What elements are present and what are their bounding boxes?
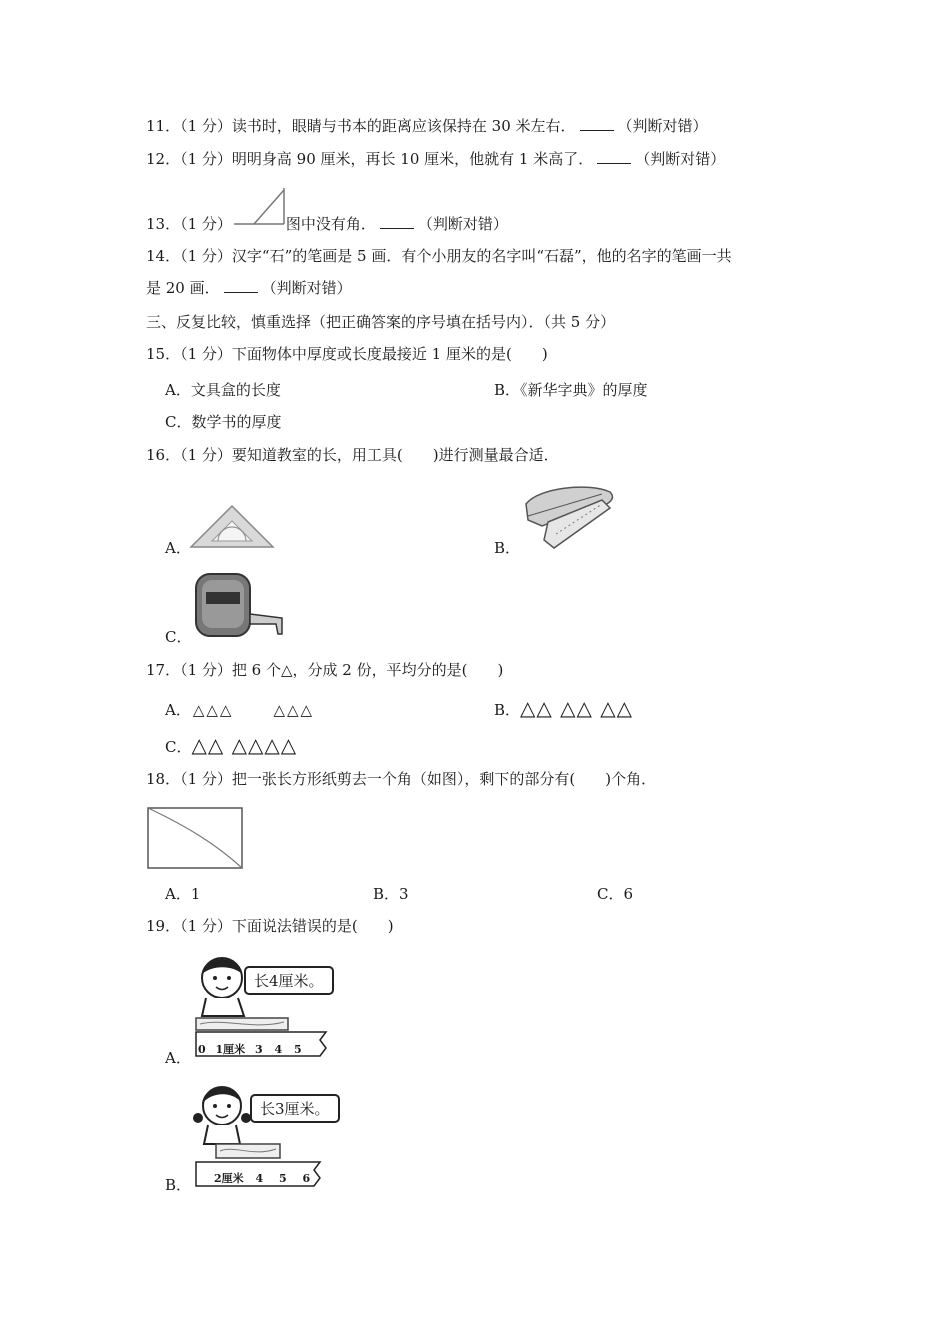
q19-option-a[interactable]: A． [165,1049,191,1067]
set-square-protractor-icon [188,503,276,549]
question-15: 15．（1 分）下面物体中厚度或长度最接近 1 厘米的是( ) [146,345,548,363]
speech-bubble-b: 长3厘米。 [250,1094,340,1123]
question-12-text: 12．（1 分）明明身高 90 厘米，再长 10 厘米，他就有 1 米高了． [146,150,594,168]
tick-label: 1厘米 [215,1043,246,1056]
q15-option-b[interactable]: B．《新华字典》的厚度 [494,381,648,399]
question-17: 17．（1 分）把 6 个△，分成 2 份，平均分的是( ) [146,661,504,679]
q18-option-c[interactable]: C．6 [597,885,634,903]
answer-blank[interactable] [380,214,414,229]
section-3-heading: 三、反复比较，慎重选择（把正确答案的序号填在括号内）．（共 5 分） [146,313,616,331]
q17-option-b[interactable] [494,698,633,720]
triangle-groups: △△ △△△△ [191,733,298,757]
q17-option-b-label: B． [494,701,521,719]
question-14-text: 是 20 画． [146,279,220,297]
q17-option-a[interactable] [165,700,314,720]
question-14-line-1: 14．（1 分）汉字“石”的笔画是 5 画．有个小朋友的名字叫“石磊”，他的名字的笔画一共 [146,247,732,265]
question-14-suffix: （判断对错） [261,279,352,297]
tick-label: 4 [255,1172,264,1185]
tick-label: 6 [302,1172,311,1185]
speech-bubble-a: 长4厘米。 [244,966,334,995]
q18-option-a[interactable]: A．1 [165,885,201,903]
ruler-a-ticks [198,1044,302,1056]
question-16: 16．（1 分）要知道教室的长，用工具( )进行测量最合适． [146,446,559,464]
ruler-b-ticks [214,1173,310,1185]
question-18: 18．（1 分）把一张长方形纸剪去一个角（如图），剩下的部分有( )个角． [146,770,657,788]
question-12 [146,149,725,169]
question-13 [146,214,508,234]
q17-option-c-label: C． [165,738,192,756]
tick-label: 3 [255,1043,263,1056]
q18-option-b[interactable]: B．3 [373,885,409,903]
question-13-prefix: 13．（1 分） [146,215,232,233]
triangle-group-2: △△△ [273,701,315,719]
q16-option-a[interactable]: A． [165,539,191,557]
tick-label: 4 [274,1043,283,1056]
question-12-suffix: （判断对错） [635,150,726,168]
question-11-text: 11．（1 分）读书时，眼睛与书本的距离应该保持在 30 米左右． [146,117,576,135]
answer-blank[interactable] [597,149,631,164]
q19-option-b[interactable]: B． [165,1176,192,1194]
tick-label: 5 [279,1172,287,1185]
q15-option-a[interactable]: A．文具盒的长度 [165,381,281,399]
question-11-suffix: （判断对错） [617,117,708,135]
cut-rectangle-figure [146,806,244,870]
question-13-text: 图中没有角． [285,215,376,233]
q16-option-b[interactable]: B． [494,539,521,557]
tick-label: 0 [198,1043,206,1056]
tape-measure-icon [518,476,618,552]
q15-option-c[interactable]: C．数学书的厚度 [165,413,282,431]
question-13-suffix: （判断对错） [417,215,508,233]
q17-option-a-label: A． [165,701,191,719]
question-14-line-2 [146,278,352,298]
question-19: 19．（1 分）下面说法错误的是( ) [146,917,394,935]
triangle-group-1: △△△ [192,701,234,719]
tick-label: 5 [294,1043,302,1056]
triangle-groups: △△ △△ △△ [520,696,634,720]
angle-figure [232,186,286,230]
q16-option-c[interactable]: C． [165,628,192,646]
question-11 [146,116,708,136]
steel-tape-measure-icon [190,568,290,642]
tick-label: 2厘米 [214,1172,244,1185]
answer-blank[interactable] [224,278,258,293]
q17-option-c[interactable] [165,735,297,757]
answer-blank[interactable] [580,116,614,131]
